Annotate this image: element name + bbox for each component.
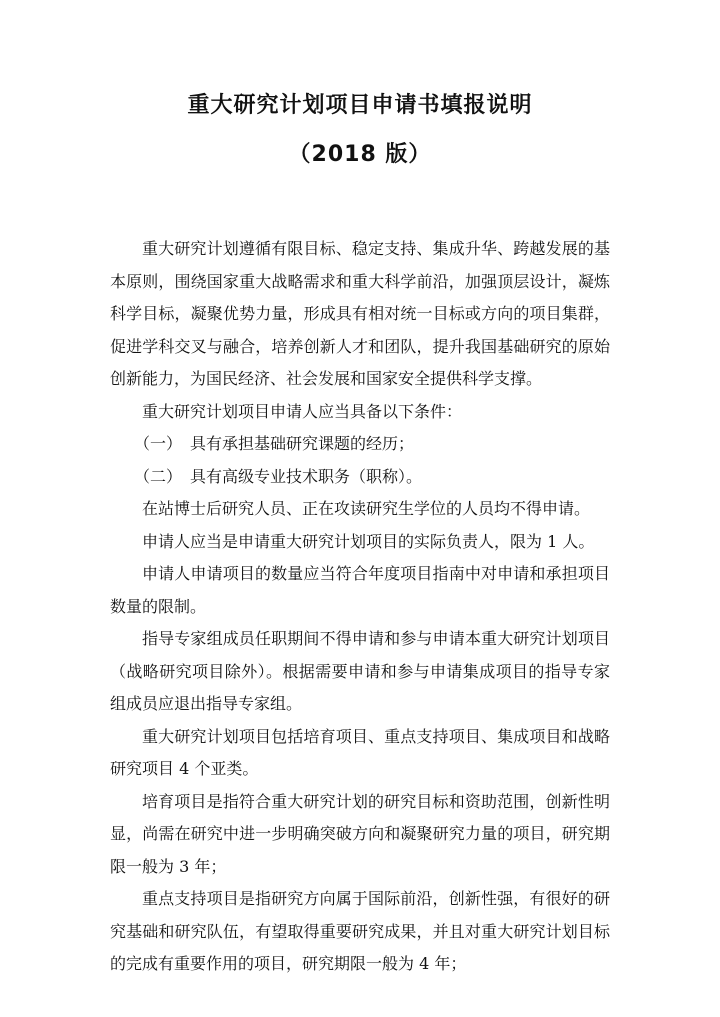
paragraph-cultivation: 培育项目是指符合重大研究计划的研究目标和资助范围，创新性明显，尚需在研究中进一步明确突破方向和凝聚研究力量的项目，研究期限一般为 3 年； [110,791,610,876]
paragraph-postdoc: 在站博士后研究人员、正在攻读研究生学位的人员均不得申请。 [142,499,591,518]
paragraph-applicant: 申请人应当是申请重大研究计划项目的实际负责人，限为 1 人。 [142,531,595,551]
condition-item-1: （一） 具有承担基础研究课题的经历； [134,434,415,453]
paragraph-conditions: 重大研究计划项目申请人应当具备以下条件： [142,401,463,421]
paragraph-intro: 重大研究计划遵循有限目标、稳定支持、集成升华、跨越发展的基本原则，围绕国家重大战略需求和重大科学前沿，加强顶层设计，凝炼科学目标，凝聚优势力量，形成具有相对统一目标或方向的项目集群，促进学科交叉与融合，培养创新人才和团队，提升我国基础研究的原始创新能力，为国民经济、社会发展和国家安全提供科学支撑。 [110,239,610,388]
condition-item-2: （二） 具有高级专业技术职务（职称）。 [134,466,423,486]
document-body [110,233,610,981]
document-edition: （2018 版） [288,142,432,167]
document-title: 重大研究计划项目申请书填报说明 [187,93,533,118]
paragraph-quantity: 申请人申请项目的数量应当符合年度项目指南中对申请和承担项目数量的限制。 [110,564,610,616]
paragraph-key-support: 重点支持项目是指研究方向属于国际前沿，创新性强，有很好的研究基础和研究队伍，有望取得重要研究成果，并且对重大研究计划目标的完成有重要作用的项目，研究期限一般为 4 年； [110,889,610,973]
paragraph-expert-group: 指导专家组成员任职期间不得申请和参与申请本重大研究计划项目（战略研究项目除外）。根据需要申请和参与申请集成项目的指导专家组成员应退出指导专家组。 [110,629,610,713]
paragraph-subtypes: 重大研究计划项目包括培育项目、重点支持项目、集成项目和战略研究项目 4 个亚类。 [110,726,610,778]
